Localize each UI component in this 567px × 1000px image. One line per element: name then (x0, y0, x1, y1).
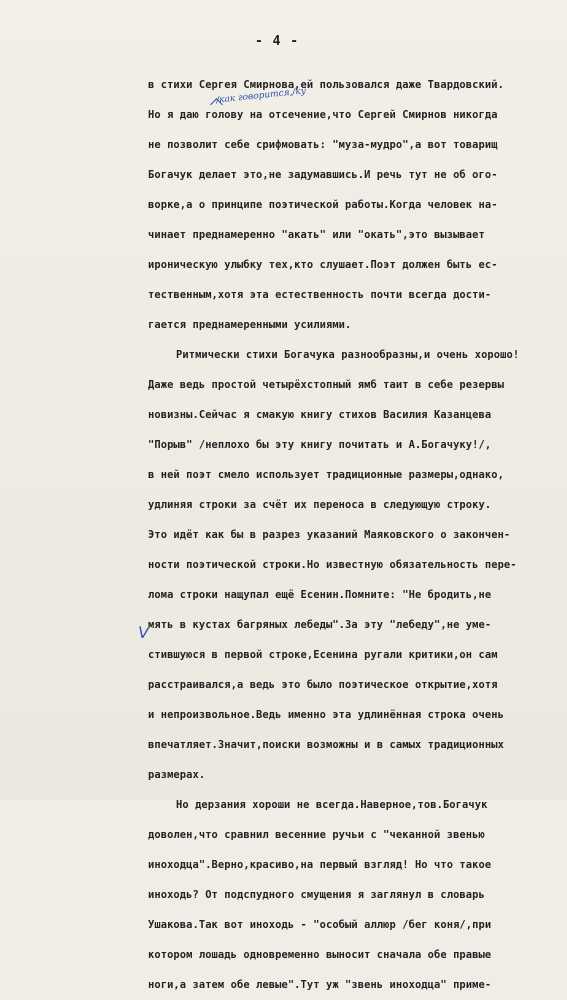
text-line: удлиняя строки за счёт их переноса в следующую строку. (148, 499, 492, 511)
text-line: тественным,хотя эта естественность почти всегда дости- (148, 289, 492, 301)
text-line: доволен,что сравнил весенние ручьи с "чеканной звенью (148, 829, 485, 841)
text-line: Это идёт как бы в разрез указаний Маяковского о закончен- (148, 529, 511, 541)
text-line: в стихи Сергея Смирнова,ей пользовался даже Твардовский. (148, 79, 504, 91)
text-line: впечатляет.Значит,поиски возможны и в самых традиционных (148, 739, 504, 751)
text-line: ноги,а затем обе левые".Тут уж "звень иноходца" приме- (148, 979, 492, 991)
handwritten-annotation: /как говорится,/ку (215, 86, 307, 106)
text-line: "Порыв" /неплохо бы эту книгу почитать и А.Богачуку!/, (148, 439, 492, 451)
text-line: ворке,а о принципе поэтической работы.Когда человек на- (148, 199, 498, 211)
text-line: гается преднамеренными усилиями. (148, 319, 352, 331)
text-line: Ушакова.Так вот иноходь - "особый аллюр /бег коня/,при (148, 919, 492, 931)
text-line: ироническую улыбку тех,кто слушает.Поэт должен быть ес- (148, 259, 498, 271)
page-number: - 4 - (255, 34, 300, 49)
text-line: Богачук делает это,не задумавшись.И речь тут не об ого- (148, 169, 498, 181)
text-line: Ритмически стихи Богачука разнообразны,и очень хорошо! (176, 349, 520, 361)
text-line: лома строки нащупал ещё Есенин.Помните: "Не бродить,не (148, 589, 492, 601)
text-line: иноходца".Верно,красиво,на первый взгляд! Но что такое (148, 859, 492, 871)
text-line: Но я даю голову на отсечение,что Сергей Смирнов никогда (148, 109, 498, 121)
text-line: котором лошадь одновременно выносит сначала обе правые (148, 949, 492, 961)
text-line: не позволит себе срифмовать: "муза-мудро",а вот товарищ (148, 139, 498, 151)
typed-body-text (148, 70, 560, 1000)
margin-check-mark: V (136, 623, 150, 643)
text-line: ности поэтической строки.Но известную обязательность пере- (148, 559, 517, 571)
text-line: в ней поэт смело использует традиционные размеры,однако, (148, 469, 504, 481)
text-line: новизны.Сейчас я смакую книгу стихов Василия Казанцева (148, 409, 492, 421)
text-line: мять в кустах багряных лебеды".За эту "лебеду",не уме- (148, 619, 492, 631)
text-line: чинает преднамеренно "акать" или "окать",это вызывает (148, 229, 485, 241)
text-line: расстраивался,а ведь это было поэтическое открытие,хотя (148, 679, 498, 691)
text-line: и непроизвольное.Ведь именно эта удлинённая строка очень (148, 709, 504, 721)
text-line: размерах. (148, 769, 206, 781)
text-line: стившуюся в первой строке,Есенина ругали критики,он сам (148, 649, 498, 661)
text-line: иноходь? От подспудного смущения я заглянул в словарь (148, 889, 485, 901)
text-line: Даже ведь простой четырёхстопный ямб таит в себе резервы (148, 379, 504, 391)
text-line: Но дерзания хороши не всегда.Наверное,тов.Богачук (176, 799, 488, 811)
